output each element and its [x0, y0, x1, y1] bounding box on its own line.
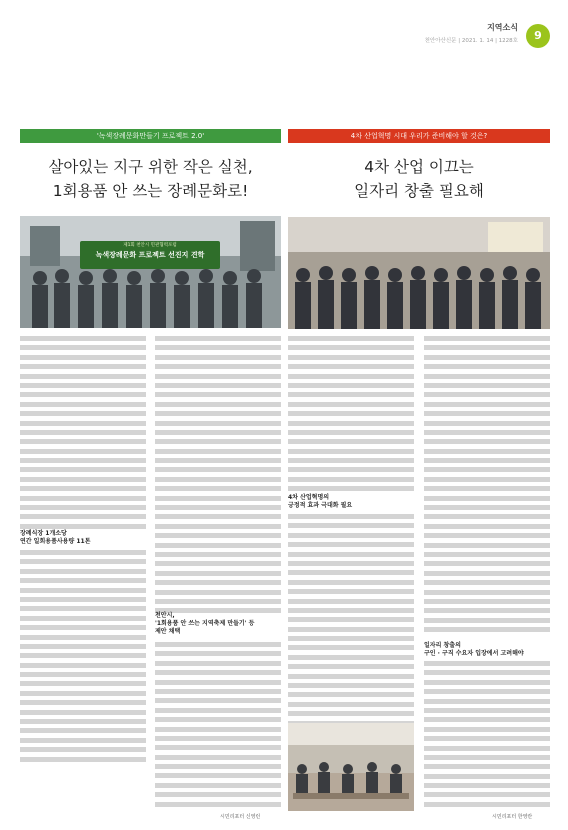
- section-title: 지역소식: [487, 23, 518, 32]
- issue-info: 천안아산신문 | 2021. 1. 14 | 1228호: [424, 38, 518, 44]
- right-headline-line-2: 일자리 창출 필요해: [354, 182, 484, 200]
- left-article-headline: [20, 155, 281, 203]
- right-subhead-1: 4차 산업혁명의 긍정적 효과 극대화 필요: [288, 494, 353, 509]
- left-subhead-1: 장례식장 1개소당 연간 일회용품사용량 11톤: [20, 530, 91, 545]
- left-photo-credit: 시민리포터 신영런: [220, 814, 261, 820]
- right-headline-line-1: 4차 산업 이끄는: [364, 158, 474, 176]
- right-article-photo: [288, 217, 550, 329]
- left-article-photo: [20, 216, 281, 328]
- right-col2-text-top: [424, 336, 550, 637]
- page-header: [0, 0, 568, 58]
- right-photo-credit: 시민리포터 한영란: [492, 814, 533, 820]
- right-col2-text-bottom: [424, 661, 550, 811]
- left-col1-text-top: [20, 336, 146, 533]
- left-col1-text-bottom: [20, 550, 146, 766]
- left-headline-line-2: 1회용품 안 쓰는 장례문화로!: [52, 182, 249, 200]
- left-col2-text-top: [155, 336, 281, 618]
- right-article-photo-2: [288, 723, 414, 811]
- left-article-banner: '녹색장례문화만들기 프로젝트 2.0': [20, 129, 281, 143]
- page-number-badge: 9: [526, 24, 550, 48]
- left-col2-text-bottom: [155, 642, 281, 811]
- right-col1-text-top: [288, 336, 414, 496]
- left-headline-line-1: 살아있는 지구 위한 작은 실천,: [48, 158, 253, 176]
- left-subhead-2: 천안시, '1회용품 안 쓰는 지역축제 만들기' 등 제안 채택: [155, 612, 255, 635]
- right-subhead-2: 일자리 창출의 구인 · 구직 수요자 입장에서 고려해야: [424, 642, 524, 657]
- right-article-banner: 4차 산업혁명 시대 우리가 준비해야 할 것은?: [288, 129, 550, 143]
- photo-banner-line-1: 제1회 천안시 민관협력포럼: [123, 243, 177, 248]
- right-article-headline: [288, 155, 550, 203]
- photo-banner-line-2: 녹색장례문화 프로젝트 선진지 견학: [95, 251, 205, 259]
